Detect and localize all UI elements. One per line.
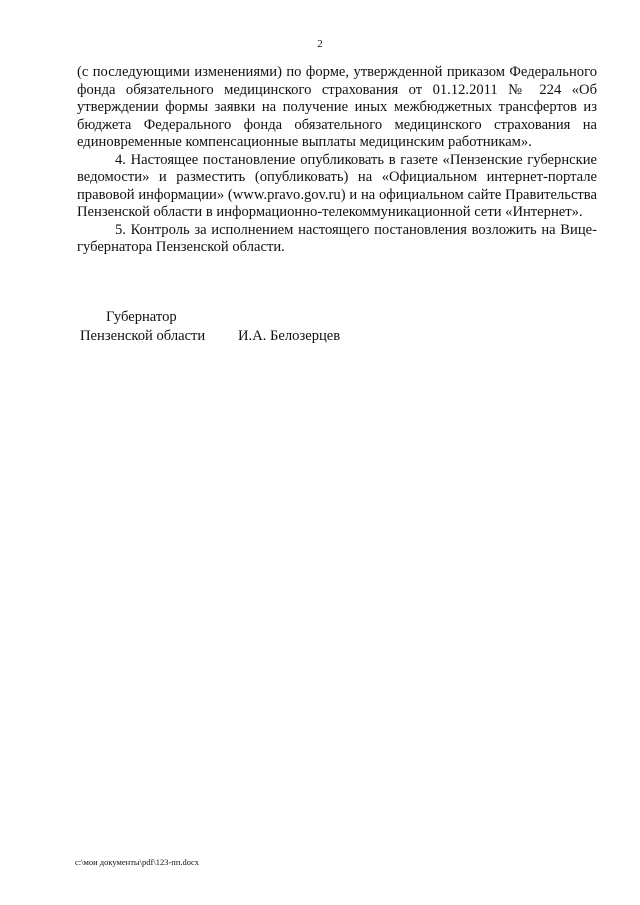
paragraph-item-4: 4. Настоящее постановление опубликовать в газете «Пензенские губернские ведомости» и разместить (опубликовать) на «Официальном интернет-портале правовой информации» (www.pravo.gov.ru) и на официальном сайте Правительства Пензенской области в информационно-телекоммуникационной сети «Интернет». [77, 151, 597, 220]
signatory-name: И.А. Белозерцев [238, 328, 341, 344]
document-body [77, 64, 597, 257]
paragraph-item-5: 5. Контроль за исполнением настоящего постановления возложить на Вице-губернатора Пензенской области. [77, 221, 597, 255]
signatory-title-line-1: Губернатор [106, 309, 177, 325]
page-number: 2 [317, 38, 323, 50]
footer-file-path: c:\мои документы\pdf\123-пп.docx [75, 857, 200, 867]
paragraph-continuation: (с последующими изменениями) по форме, утвержденной приказом Федерального фонда обязательного медицинского страхования от 01.12.2011 № 224 «Об утверждении формы заявки на получение иных межбюджетных трансфертов из бюджета Федерального фонда обязательного медицинского страхования на единовременные компенсационные выплаты медицинским работникам». [77, 64, 597, 150]
signatory-title-line-2: Пензенской области [80, 328, 206, 344]
